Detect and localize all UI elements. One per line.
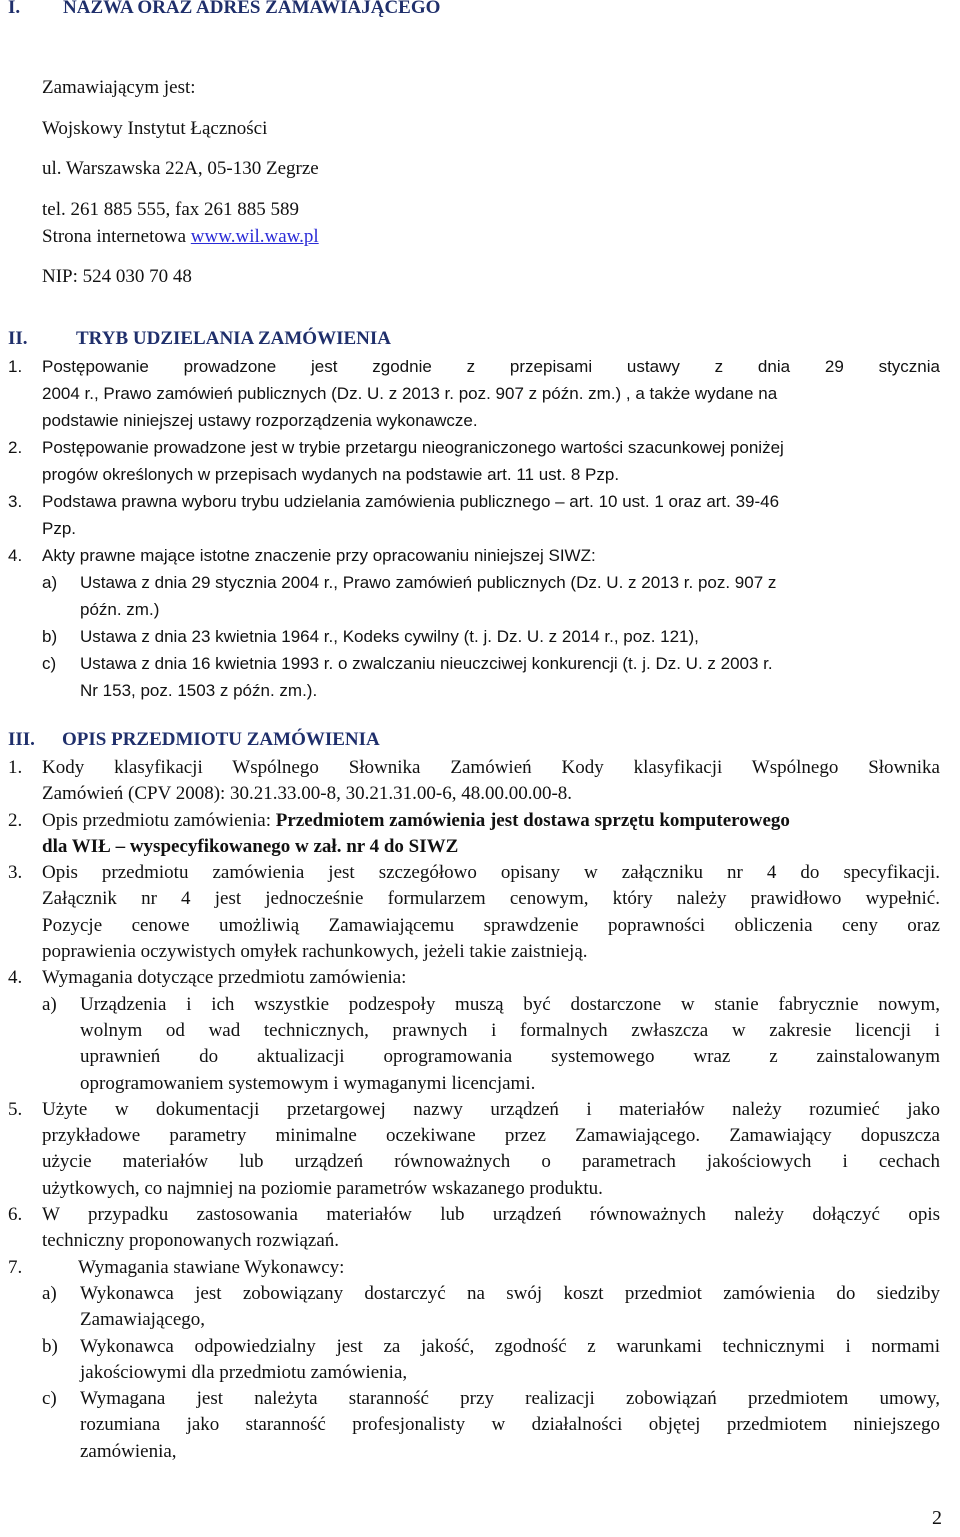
- s2-item-4a-line-2: późn. zm.): [80, 600, 160, 619]
- s3-item-6-line-2: techniczny proponowanych rozwiązań.: [42, 1230, 340, 1252]
- s3-item-1-line-2: Zamówień (CPV 2008): 30.21.33.00-8, 30.21.31.00-6, 48.00.00.00-8.: [42, 783, 573, 805]
- orderer-nip: NIP: 524 030 70 48: [42, 266, 192, 287]
- s3-item-4a-line-1: Urządzenia i ich wszystkie podzespoły muszą być dostarczone w stanie fabrycznie nowym,: [80, 993, 940, 1015]
- section-2-heading: [8, 326, 940, 352]
- s2-item-1-number: 1.: [8, 357, 23, 376]
- s3-item-5: [8, 1097, 940, 1202]
- s3-item-2-bold-2a: dla WIŁ: [42, 835, 111, 857]
- s3-item-5-line-2: przykładowe parametry minimalne oczekiwane przez Zamawiającego. Zamawiający dopuszcza: [42, 1125, 940, 1147]
- s3-item-2-bold-2b: –: [115, 835, 126, 857]
- s2-item-4: [8, 542, 940, 704]
- page-number: 2: [932, 1507, 942, 1529]
- s2-item-4-line-1: Akty prawne mające istotne znaczenie przy opracowaniu niniejszej SIWZ:: [42, 546, 596, 565]
- s3-item-3: [8, 860, 940, 965]
- s3-item-7b: [42, 1334, 940, 1387]
- s3-item-7c-line-2: rozumiana jako staranność profesjonalisty w działalności objętej przedmiotem niniejszego: [80, 1414, 940, 1436]
- s3-item-3-line-2: Załącznik nr 4 jest jednocześnie formularzem cenowym, który należy prawidłowo wypełnić.: [42, 888, 940, 910]
- s3-item-7c: [42, 1386, 940, 1465]
- orderer-name: Wojskowy Instytut Łączności: [42, 118, 268, 139]
- s2-item-4c-label: c): [42, 654, 57, 673]
- s3-item-7c-label: c): [42, 1388, 57, 1410]
- s3-item-7-line-1: Wymagania stawiane Wykonawcy:: [78, 1256, 345, 1278]
- s3-item-4a: [42, 992, 940, 1097]
- website-label: Strona internetowa: [42, 226, 187, 247]
- website-link[interactable]: www.wil.waw.pl: [190, 226, 319, 247]
- s2-item-4c-line-2: Nr 153, poz. 1503 z późn. zm.).: [80, 681, 318, 700]
- s3-item-7-subitems: [8, 1281, 940, 1465]
- section-3-numeral: III.: [8, 729, 35, 750]
- section-1-intro: Zamawiającym jest:: [42, 77, 196, 98]
- section-3-heading: [8, 727, 940, 753]
- s3-item-1-line-1: Kody klasyfikacji Wspólnego Słownika Zamówień Kody klasyfikacji Wspólnego Słownika: [42, 757, 940, 778]
- section-2-numeral: II.: [8, 328, 28, 349]
- s3-item-5-line-1: Użyte w dokumentacji przetargowej nazwy urządzeń i materiałów należy rozumieć jako: [42, 1098, 940, 1120]
- s3-item-2-bold-1: Przedmiotem zamówienia jest dostawa sprzętu komputerowego: [275, 809, 790, 831]
- s2-item-1-line-1: Postępowanie prowadzone jest zgodnie z przepisami ustawy z dnia 29 stycznia: [42, 357, 940, 376]
- s2-item-4c-line-1: Ustawa z dnia 16 kwietnia 1993 r. o zwalczaniu nieuczciwej konkurencji (t. j. Dz. U. z 2003 r.: [80, 654, 773, 673]
- s3-item-3-line-4: poprawienia oczywistych omyłek rachunkowych, jeżeli takie zaistnieją.: [42, 941, 588, 963]
- s3-item-5-number: 5.: [8, 1098, 23, 1120]
- section-1-title: NAZWA ORAZ ADRES ZAMAWIAJĄCEGO: [63, 0, 441, 18]
- s2-item-4a-line-1: Ustawa z dnia 29 stycznia 2004 r., Prawo zamówień publicznych (Dz. U. z 2013 r. poz. 907 z: [80, 573, 777, 592]
- section-3-body: [8, 755, 940, 1465]
- s3-item-4-line-1: Wymagania dotyczące przedmiotu zamówienia:: [42, 967, 407, 989]
- s2-item-2-line-2: progów określonych w przepisach wydanych na podstawie art. 11 ust. 8 Pzp.: [42, 465, 620, 484]
- s3-item-6: [8, 1202, 940, 1255]
- s2-item-3-line-2: Pzp.: [42, 519, 77, 538]
- s2-item-2-number: 2.: [8, 438, 23, 457]
- s3-item-5-line-4: użytkowych, co najmniej na poziomie parametrów wskazanego produktu.: [42, 1177, 603, 1199]
- section-1-heading: [8, 0, 940, 21]
- orderer-phone: tel. 261 885 555, fax 261 885 589: [42, 199, 300, 220]
- s3-item-7c-line-3: zamówienia,: [80, 1440, 177, 1462]
- s3-item-7a-label: a): [42, 1282, 57, 1304]
- s3-item-4a-label: a): [42, 993, 57, 1015]
- s3-item-1-number: 1.: [8, 757, 23, 778]
- s3-item-2-line-1: [42, 808, 940, 834]
- s3-item-4-number: 4.: [8, 967, 23, 989]
- s3-item-7a-line-2: Zamawiającego,: [80, 1309, 206, 1331]
- section-3-title: OPIS PRZEDMIOTU ZAMÓWIENIA: [62, 729, 380, 750]
- s2-item-4b-line-1: Ustawa z dnia 23 kwietnia 1964 r., Kodeks cywilny (t. j. Dz. U. z 2014 r., poz. 121),: [80, 627, 699, 646]
- s2-item-4a: [42, 569, 940, 623]
- s3-item-2-label: Opis przedmiotu zamówienia:: [42, 809, 271, 831]
- s3-item-2-line-2: [42, 834, 940, 860]
- s3-item-5-line-3: użycie materiałów lub urządzeń równoważnych o parametrach jakościowych i cechach: [42, 1151, 940, 1173]
- s3-item-7a-line-1: Wykonawca jest zobowiązany dostarczyć na swój koszt przedmiot zamówienia do siedziby: [80, 1282, 940, 1304]
- s3-item-7a: [42, 1281, 940, 1334]
- s3-item-7-number: 7.: [8, 1256, 23, 1278]
- orderer-website: [42, 224, 960, 250]
- section-2-title: TRYB UDZIELANIA ZAMÓWIENIA: [76, 328, 391, 349]
- s3-item-4a-line-4: oprogramowaniem systemowym i wymaganymi licencjami.: [80, 1072, 536, 1094]
- s3-item-2: [8, 808, 940, 861]
- orderer-address: ul. Warszawska 22A, 05-130 Zegrze: [42, 158, 319, 179]
- s2-item-1-line-3: podstawie niniejszej ustawy rozporządzenia wykonawcze.: [42, 411, 478, 430]
- s2-item-4b: [42, 623, 940, 650]
- s3-item-4a-line-2: wolnym od wad technicznych, prawnych i formalnych zwłaszcza w zakresie licencji i: [80, 1019, 940, 1041]
- s3-item-7c-line-1: Wymagana jest należyta staranność przy realizacji zobowiązań przedmiotem umowy,: [80, 1388, 940, 1410]
- s2-item-4b-label: b): [42, 627, 58, 646]
- s2-item-3: [8, 488, 940, 542]
- s3-item-7b-line-1: Wykonawca odpowiedzialny jest za jakość, zgodność z warunkami technicznymi i normami: [80, 1335, 940, 1357]
- s3-item-3-number: 3.: [8, 862, 23, 884]
- s2-item-4a-label: a): [42, 573, 58, 592]
- s3-item-4a-line-3: uprawnień do aktualizacji oprogramowania systemowego wraz z zainstalowanym: [80, 1046, 940, 1068]
- s3-item-3-line-3: Pozycje cenowe umożliwią Zamawiającemu sprawdzenie poprawności obliczenia ceny oraz: [42, 914, 940, 936]
- s3-item-4: [8, 965, 940, 1096]
- s3-item-3-line-1: Opis przedmiotu zamówienia jest szczegółowo opisany w załączniku nr 4 do specyfikacji.: [42, 862, 940, 884]
- s2-item-3-number: 3.: [8, 492, 23, 511]
- s3-item-7b-label: b): [42, 1335, 58, 1357]
- s2-item-2-line-1: Postępowanie prowadzone jest w trybie przetargu nieograniczonego wartości szacunkowej poniżej: [42, 438, 784, 457]
- s2-item-4c: [42, 650, 940, 704]
- section-1-numeral: I.: [8, 0, 21, 18]
- s2-item-4-number: 4.: [8, 546, 23, 565]
- s3-item-2-number: 2.: [8, 809, 23, 831]
- s3-item-2-bold-2c: wyspecyfikowanego w zał. nr 4 do SIWZ: [129, 835, 459, 857]
- section-2-body: [8, 353, 940, 704]
- s2-item-1: [8, 353, 940, 434]
- s2-item-3-line-1: Podstawa prawna wyboru trybu udzielania zamówienia publicznego – art. 10 ust. 1 oraz art. 39-46: [42, 492, 780, 511]
- s3-item-1: [8, 755, 940, 808]
- s3-item-6-number: 6.: [8, 1204, 23, 1226]
- s3-item-7: [8, 1255, 940, 1281]
- s2-item-2: [8, 434, 940, 488]
- s2-item-1-line-2: 2004 r., Prawo zamówień publicznych (Dz. U. z 2013 r. poz. 907 z późn. zm.) , a także wydane na: [42, 384, 778, 403]
- s3-item-6-line-1: W przypadku zastosowania materiałów lub urządzeń równoważnych należy dołączyć opis: [42, 1204, 940, 1226]
- s3-item-7b-line-2: jakościowymi dla przedmiotu zamówienia,: [80, 1361, 408, 1383]
